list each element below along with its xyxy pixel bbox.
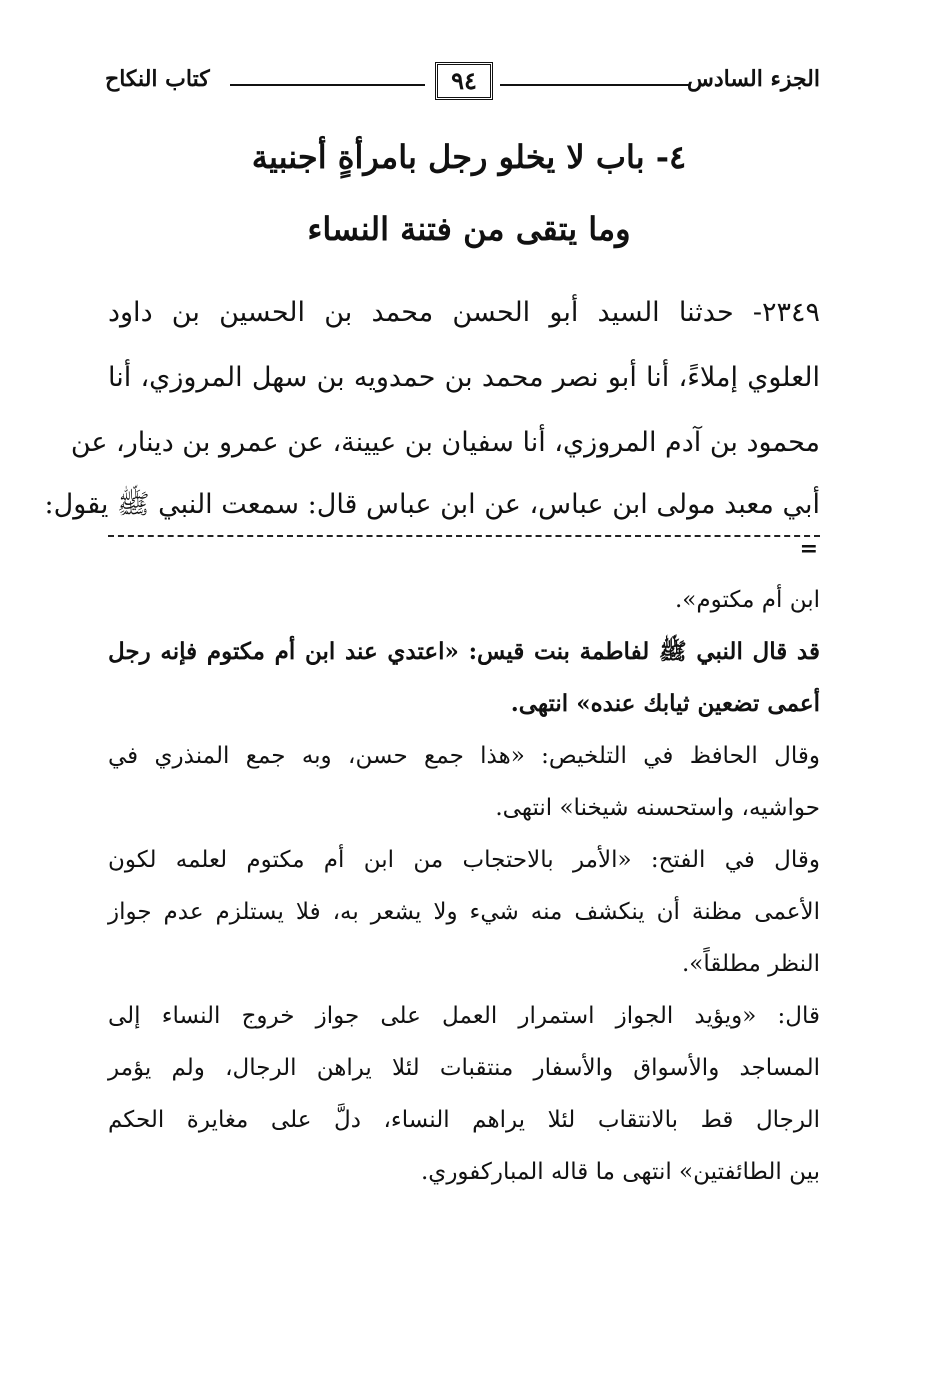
chapter-title-line-1: ٤- باب لا يخلو رجل بامرأةٍ أجنبية [251, 138, 687, 176]
note-line: المساجد والأسواق والأسفار منتقبات لئلا يراهن الرجال، ولم يؤمر [108, 1055, 820, 1081]
note-line: وقال الحافظ في التلخيص: «هذا جمع حسن، وبه جمع المنذري في [108, 743, 820, 769]
running-header [105, 62, 820, 102]
note-line: بين الطائفتين» انتهى ما قاله المباركفوري. [421, 1159, 820, 1185]
continuation-mark: = [799, 536, 818, 562]
hadith-text [44, 280, 820, 537]
commentary-text [108, 574, 820, 1198]
hadith-line: أبي معبد مولى ابن عباس، عن ابن عباس قال: سمعت النبي ﷺ يقول: [108, 475, 820, 537]
page-number: ٩٤ [435, 62, 493, 100]
note-line: قال: «ويؤيد الجواز استمرار العمل على جواز خروج النساء إلى [108, 1003, 820, 1029]
volume-label: الجزء السادس [687, 66, 820, 92]
note-line: أعمى تضعين ثيابك عنده» انتهى. [510, 690, 820, 717]
note-line: النظر مطلقاً». [681, 951, 820, 977]
note-line: وقال في الفتح: «الأمر بالاحتجاب من ابن أم مكتوم لعلمه لكون [108, 847, 820, 873]
header-rule-left [230, 84, 425, 86]
chapter-title-line-2: وما يتقى من فتنة النساء [307, 210, 631, 248]
hadith-line: محمود بن آدم المروزي، أنا سفيان بن عيينة، عن عمرو بن دينار، عن [70, 427, 820, 458]
note-line: قد قال النبي ﷺ لفاطمة بنت قيس: «اعتدي عند ابن أم مكتوم فإنه رجل [108, 638, 820, 665]
note-line: الأعمى مظنة أن ينكشف منه شيء ولا يشعر به، فلا يستلزم عدم جواز [108, 899, 820, 925]
note-line: ابن أم مكتوم». [674, 587, 820, 613]
header-rule-right [500, 84, 690, 86]
note-line: الرجال قط بالانتقاب لئلا يراهم النساء، دلَّ على مغايرة الحكم [108, 1107, 820, 1133]
hadith-line: العلوي إملاءً، أنا أبو نصر محمد بن حمدويه بن سهل المروزي، أنا [108, 362, 820, 393]
book-label: كتاب النكاح [105, 66, 210, 92]
note-line: حواشيه، واستحسنه شيخنا» انتهى. [495, 795, 820, 821]
hadith-line: ٢٣٤٩- حدثنا السيد أبو الحسن محمد بن الحسين بن داود [108, 297, 820, 328]
